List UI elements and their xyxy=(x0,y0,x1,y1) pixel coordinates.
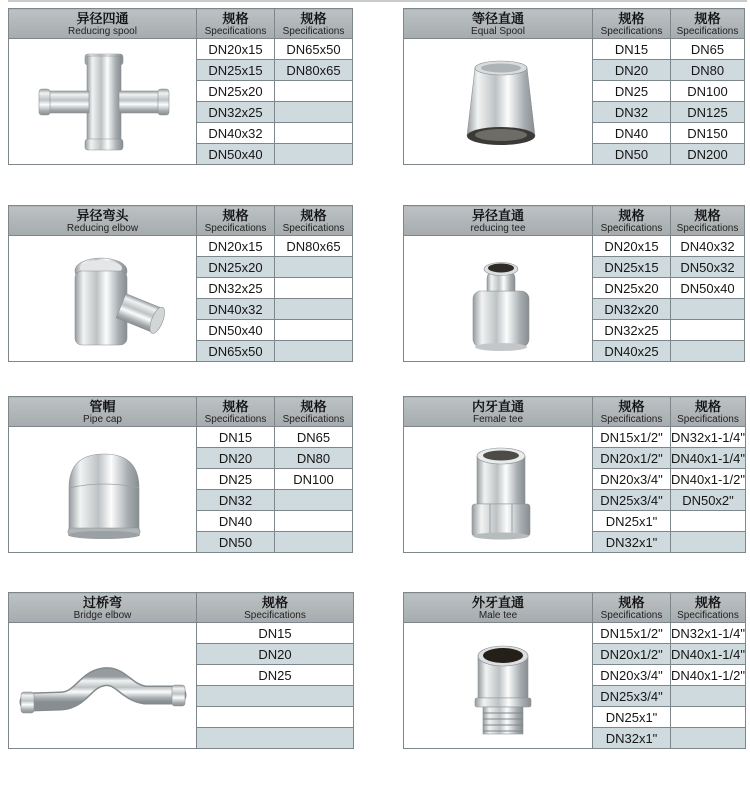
table-row xyxy=(9,236,353,257)
spec-cell xyxy=(197,686,354,707)
product-photo-cell xyxy=(404,39,593,165)
header-row xyxy=(9,9,353,39)
product-photo-cell xyxy=(404,427,593,553)
spec-cell: DN15 xyxy=(593,39,671,60)
spec-cell: DN50x40 xyxy=(671,278,745,299)
spec-cell xyxy=(671,341,745,362)
product-photo-cell xyxy=(404,623,593,749)
spec-cell xyxy=(671,532,746,553)
spec-cell: DN32x20 xyxy=(593,299,671,320)
spec-cell: DN100 xyxy=(275,469,353,490)
spec-cell xyxy=(671,320,745,341)
section-title: 内牙直通 Female tee xyxy=(404,397,593,427)
reducing-tee-image xyxy=(404,239,592,358)
spec-cell: DN50x40 xyxy=(197,144,275,165)
section-equal-spool xyxy=(403,8,745,165)
section-male-tee xyxy=(403,592,746,749)
spec-cell xyxy=(275,490,353,511)
spec-cell: DN50x2" xyxy=(671,490,746,511)
spec-cell: DN25x1" xyxy=(593,511,671,532)
spec-cell xyxy=(671,728,746,749)
female-tee-image xyxy=(404,430,592,549)
female-tee-drawing xyxy=(405,430,592,549)
spec-cell: DN32x1" xyxy=(593,728,671,749)
spec-cell: DN20 xyxy=(197,448,275,469)
section-title: 等径直通 Equal Spool xyxy=(404,9,593,39)
spec-header: 规格 Specifications xyxy=(671,206,745,236)
spec-cell: DN65 xyxy=(671,39,745,60)
spec-header: 规格 Specifications xyxy=(671,593,746,623)
spec-table xyxy=(403,592,746,749)
spec-cell xyxy=(275,299,353,320)
table-row xyxy=(404,427,746,448)
spec-cell: DN20 xyxy=(197,644,354,665)
spec-cell: DN15x1/2" xyxy=(593,623,671,644)
header-row xyxy=(404,206,745,236)
header-row xyxy=(9,397,353,427)
spec-cell: DN65x50 xyxy=(275,39,353,60)
spec-table xyxy=(403,8,745,165)
spec-cell xyxy=(275,532,353,553)
spec-header: 规格 Specifications xyxy=(593,206,671,236)
spec-cell: DN65 xyxy=(275,427,353,448)
spec-cell: DN25x3/4" xyxy=(593,686,671,707)
spec-cell: DN65x50 xyxy=(197,341,275,362)
spec-cell: DN40x32 xyxy=(197,123,275,144)
section-title: 管帽 Pipe cap xyxy=(9,397,197,427)
spec-cell xyxy=(197,728,354,749)
spec-cell: DN32 xyxy=(197,490,275,511)
spec-cell: DN80x65 xyxy=(275,60,353,81)
spec-cell xyxy=(275,81,353,102)
spec-cell: DN20 xyxy=(593,60,671,81)
section-title: 过桥弯 Bridge elbow xyxy=(9,593,197,623)
spec-cell: DN100 xyxy=(671,81,745,102)
spec-cell xyxy=(275,144,353,165)
table-row xyxy=(404,39,745,60)
bridge-elbow-drawing xyxy=(9,626,196,745)
header-row xyxy=(404,593,746,623)
spec-cell xyxy=(275,123,353,144)
table-row xyxy=(9,39,353,60)
bridge-elbow-image xyxy=(9,626,196,745)
product-photo-cell xyxy=(9,236,197,362)
section-title: 异径四通 Reducing spool xyxy=(9,9,197,39)
spec-header: 规格 Specifications xyxy=(275,397,353,427)
spec-table xyxy=(8,396,353,553)
spec-cell: DN20x3/4" xyxy=(593,665,671,686)
header-row xyxy=(9,593,354,623)
spec-cell xyxy=(671,707,746,728)
spec-cell: DN40 xyxy=(197,511,275,532)
spec-cell xyxy=(275,320,353,341)
section-reducing-spool xyxy=(8,8,353,165)
spec-cell: DN50x40 xyxy=(197,320,275,341)
spec-header: 规格 Specifications xyxy=(275,9,353,39)
spec-cell: DN15x1/2" xyxy=(593,427,671,448)
spec-header: 规格 Specifications xyxy=(275,206,353,236)
spec-cell: DN32x25 xyxy=(197,102,275,123)
spec-cell: DN40x1-1/4" xyxy=(671,644,746,665)
spec-cell: DN40x32 xyxy=(671,236,745,257)
spec-cell: DN80 xyxy=(275,448,353,469)
spec-cell: DN20x15 xyxy=(197,236,275,257)
reducing-spool-drawing xyxy=(9,42,196,161)
reducing-elbow-drawing xyxy=(9,239,196,358)
spec-cell: DN20x15 xyxy=(197,39,275,60)
spec-cell: DN25x3/4" xyxy=(593,490,671,511)
spec-cell: DN25x20 xyxy=(197,81,275,102)
spec-cell: DN32 xyxy=(593,102,671,123)
spec-cell: DN40 xyxy=(593,123,671,144)
top-divider xyxy=(8,0,747,2)
reducing-tee-drawing xyxy=(405,239,592,358)
section-reducing-elbow xyxy=(8,205,353,362)
spec-cell: DN40x1-1/2" xyxy=(671,469,746,490)
spec-cell: DN20x1/2" xyxy=(593,448,671,469)
section-title: 外牙直通 Male tee xyxy=(404,593,593,623)
spec-cell xyxy=(671,686,746,707)
spec-cell: DN25 xyxy=(197,665,354,686)
spec-cell: DN32x1-1/4" xyxy=(671,623,746,644)
spec-cell: DN125 xyxy=(671,102,745,123)
spec-cell: DN15 xyxy=(197,623,354,644)
spec-cell xyxy=(671,511,746,532)
header-row xyxy=(404,397,746,427)
section-pipe-cap xyxy=(8,396,353,553)
spec-cell: DN40x1-1/2" xyxy=(671,665,746,686)
pipe-cap-image xyxy=(9,430,196,549)
spec-header: 规格 Specifications xyxy=(593,9,671,39)
spec-cell: DN40x1-1/4" xyxy=(671,448,746,469)
male-tee-image xyxy=(404,626,592,745)
spec-cell: DN32x1-1/4" xyxy=(671,427,746,448)
table-row xyxy=(9,427,353,448)
spec-cell: DN32x25 xyxy=(593,320,671,341)
product-photo-cell xyxy=(9,427,197,553)
spec-cell: DN20x1/2" xyxy=(593,644,671,665)
spec-cell: DN32x25 xyxy=(197,278,275,299)
spec-header: 规格 Specifications xyxy=(197,397,275,427)
equal-spool-drawing xyxy=(405,42,592,161)
spec-cell: DN50 xyxy=(593,144,671,165)
spec-table xyxy=(403,205,745,362)
spec-cell: DN25x15 xyxy=(197,60,275,81)
spec-cell: DN15 xyxy=(197,427,275,448)
spec-cell xyxy=(275,511,353,532)
spec-cell xyxy=(197,707,354,728)
spec-table xyxy=(8,205,353,362)
spec-cell: DN80 xyxy=(671,60,745,81)
spec-cell: DN32x1" xyxy=(593,532,671,553)
spec-header: 规格 Specifications xyxy=(197,206,275,236)
section-bridge-elbow xyxy=(8,592,354,749)
spec-cell: DN25x1" xyxy=(593,707,671,728)
spec-cell: DN200 xyxy=(671,144,745,165)
spec-cell: DN25 xyxy=(197,469,275,490)
spec-header: 规格 Specifications xyxy=(593,397,671,427)
spec-table xyxy=(403,396,746,553)
spec-cell: DN25 xyxy=(593,81,671,102)
spec-header: 规格 Specifications xyxy=(593,593,671,623)
header-row xyxy=(404,9,745,39)
spec-cell xyxy=(275,278,353,299)
header-row xyxy=(9,206,353,236)
section-female-tee xyxy=(403,396,746,553)
spec-cell xyxy=(671,299,745,320)
spec-cell xyxy=(275,102,353,123)
spec-cell xyxy=(275,257,353,278)
spec-cell: DN25x15 xyxy=(593,257,671,278)
reducing-spool-image xyxy=(9,42,196,161)
equal-spool-image xyxy=(404,42,592,161)
product-photo-cell xyxy=(9,623,197,749)
section-reducing-tee xyxy=(403,205,745,362)
spec-header: 规格 Specifications xyxy=(197,9,275,39)
product-photo-cell xyxy=(404,236,593,362)
table-row xyxy=(404,623,746,644)
spec-cell: DN20x15 xyxy=(593,236,671,257)
spec-header: 规格 Specifications xyxy=(671,397,746,427)
spec-cell: DN80x65 xyxy=(275,236,353,257)
spec-cell: DN50x32 xyxy=(671,257,745,278)
spec-header: 规格 Specifications xyxy=(671,9,745,39)
section-title: 异径弯头 Reducing elbow xyxy=(9,206,197,236)
spec-cell: DN150 xyxy=(671,123,745,144)
spec-cell: DN20x3/4" xyxy=(593,469,671,490)
section-title: 异径直通 reducing tee xyxy=(404,206,593,236)
male-tee-drawing xyxy=(405,626,592,745)
spec-cell: DN40x32 xyxy=(197,299,275,320)
product-photo-cell xyxy=(9,39,197,165)
spec-cell xyxy=(275,341,353,362)
spec-cell: DN50 xyxy=(197,532,275,553)
reducing-elbow-image xyxy=(9,239,196,358)
spec-table xyxy=(8,8,353,165)
spec-cell: DN40x25 xyxy=(593,341,671,362)
spec-cell: DN25x20 xyxy=(593,278,671,299)
spec-header: 规格 Specifications xyxy=(197,593,354,623)
table-row xyxy=(9,623,354,644)
pipe-cap-drawing xyxy=(9,430,196,549)
spec-table xyxy=(8,592,354,749)
spec-cell: DN25x20 xyxy=(197,257,275,278)
table-row xyxy=(404,236,745,257)
